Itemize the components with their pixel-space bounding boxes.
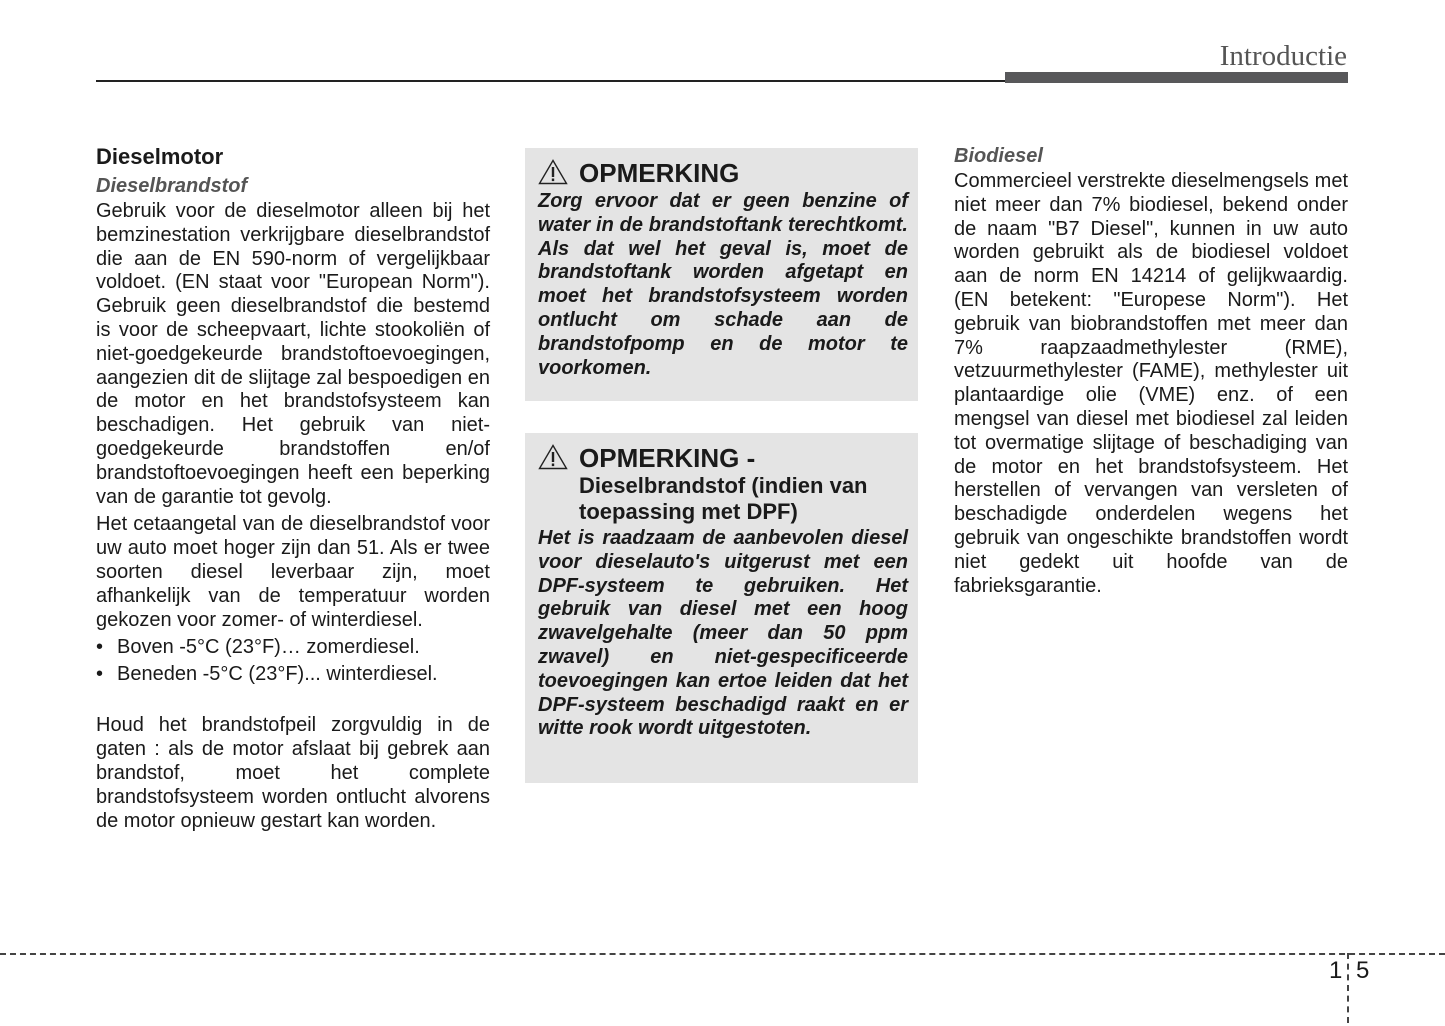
footer-divider xyxy=(1347,953,1349,1023)
heading-dieselmotor: Dieselmotor xyxy=(96,144,224,169)
notice-box-dpf xyxy=(525,433,918,783)
notice-body: Het is raadzaam de aanbevolen diesel voor dieselauto's uitgerust met een DPF-systeem te gebruiken. Het gebruik van diesel met een hoog zwavelgehalte (meer dan 50 ppm zwavel) en niet-gespecificeerde toevoegingen kan ertoe leiden dat het DPF-systeem beschadigd raakt en er witte rook wordt uitgestoten. xyxy=(538,527,908,740)
footer-rule xyxy=(0,953,1445,955)
page-number: 5 xyxy=(1356,957,1370,984)
paragraph: Het cetaangetal van de dieselbrandstof voor uw auto moet hoger zijn dan 51. Als er twee soorten diesel leverbaar zijn, moet afhankelijk van de temperatuur worden gekozen voor zomer- of winterdiesel. xyxy=(96,513,490,631)
header-rule xyxy=(96,80,1006,82)
warning-icon xyxy=(538,159,568,185)
list-item: • Beneden -5°C (23°F)... winterdiesel. xyxy=(96,661,490,688)
notice-body: Zorg ervoor dat er geen benzine of water in de brandstoftank terechtkomt. Als dat wel het geval is, moet de brandstoftank worden afgetapt en moet het brandstofsysteem worden ontlucht om schade aan de brandstofpomp en de motor te voorkomen. xyxy=(538,190,908,379)
notice-title: OPMERKING - xyxy=(579,443,756,473)
warning-icon xyxy=(538,444,568,470)
notice-subtitle: Dieselbrandstof (indien van toepassing met DPF) xyxy=(579,473,868,524)
notice-box xyxy=(525,148,918,401)
bullet-list xyxy=(96,634,490,688)
left-column xyxy=(96,142,490,833)
paragraph: Commercieel verstrekte dieselmengsels met niet meer dan 7% biodiesel, bekend onder de naam "B7 Diesel", kunnen in uw auto worden gebruikt als de biodiesel voldoet aan de norm EN 14214 of gelijkwaardig. (EN betekent: "Europese Norm"). Het gebruik van biobrandstoffen met meer dan 7% raapzaadmethylester (RME), vetzuurmethylester (FAME), methylester uit plantaardige olie (VME) enz. of een mengsel van diesel met biodiesel zal leiden tot overmatige slijtage of beschadiging van de motor en het brandstofsysteem. Het herstellen of vervangen van versleten of beschadigde onderdelen wegens het gebruik van ongeschikte brandstoffen wordt niet gedekt uit hoofde van de fabrieksgarantie. xyxy=(954,170,1348,597)
notice-title: OPMERKING xyxy=(579,158,740,188)
subheading-dieselbrandstof: Dieselbrandstof xyxy=(96,175,248,197)
subheading-biodiesel: Biodiesel xyxy=(954,145,1043,167)
chapter-number: 1 xyxy=(1329,957,1343,984)
list-item: • Boven -5°C (23°F)… zomerdiesel. xyxy=(96,634,490,661)
section-title: Introductie xyxy=(1219,40,1347,72)
header-bar xyxy=(1005,72,1348,83)
paragraph: Gebruik voor de dieselmotor alleen bij het bemzinestation verkrijgbare dieselbrandstof die aan de EN 590-norm of vergelijkbaar voldoet. (EN staat voor "European Norm"). Gebruik geen dieselbrandstof die bestemd is voor de scheepvaart, lichte stookoliën of niet-goedgekeurde brandstoftoevoegingen, aangezien dit de slijtage zal bespoedigen en de motor en het brandstofsysteem kan beschadigen. Het gebruik van niet-goedgekeurde brandstoffen en/of brandstoftoevoegingen heeft een beperking van de garantie tot gevolg. xyxy=(96,200,490,508)
paragraph: Houd het brandstofpeil zorgvuldig in de gaten : als de motor afslaat bij gebrek aan brandstof, moet het complete brandstofsysteem worden ontlucht alvorens de motor opnieuw gestart kan worden. xyxy=(96,714,490,832)
right-column xyxy=(954,142,1348,598)
